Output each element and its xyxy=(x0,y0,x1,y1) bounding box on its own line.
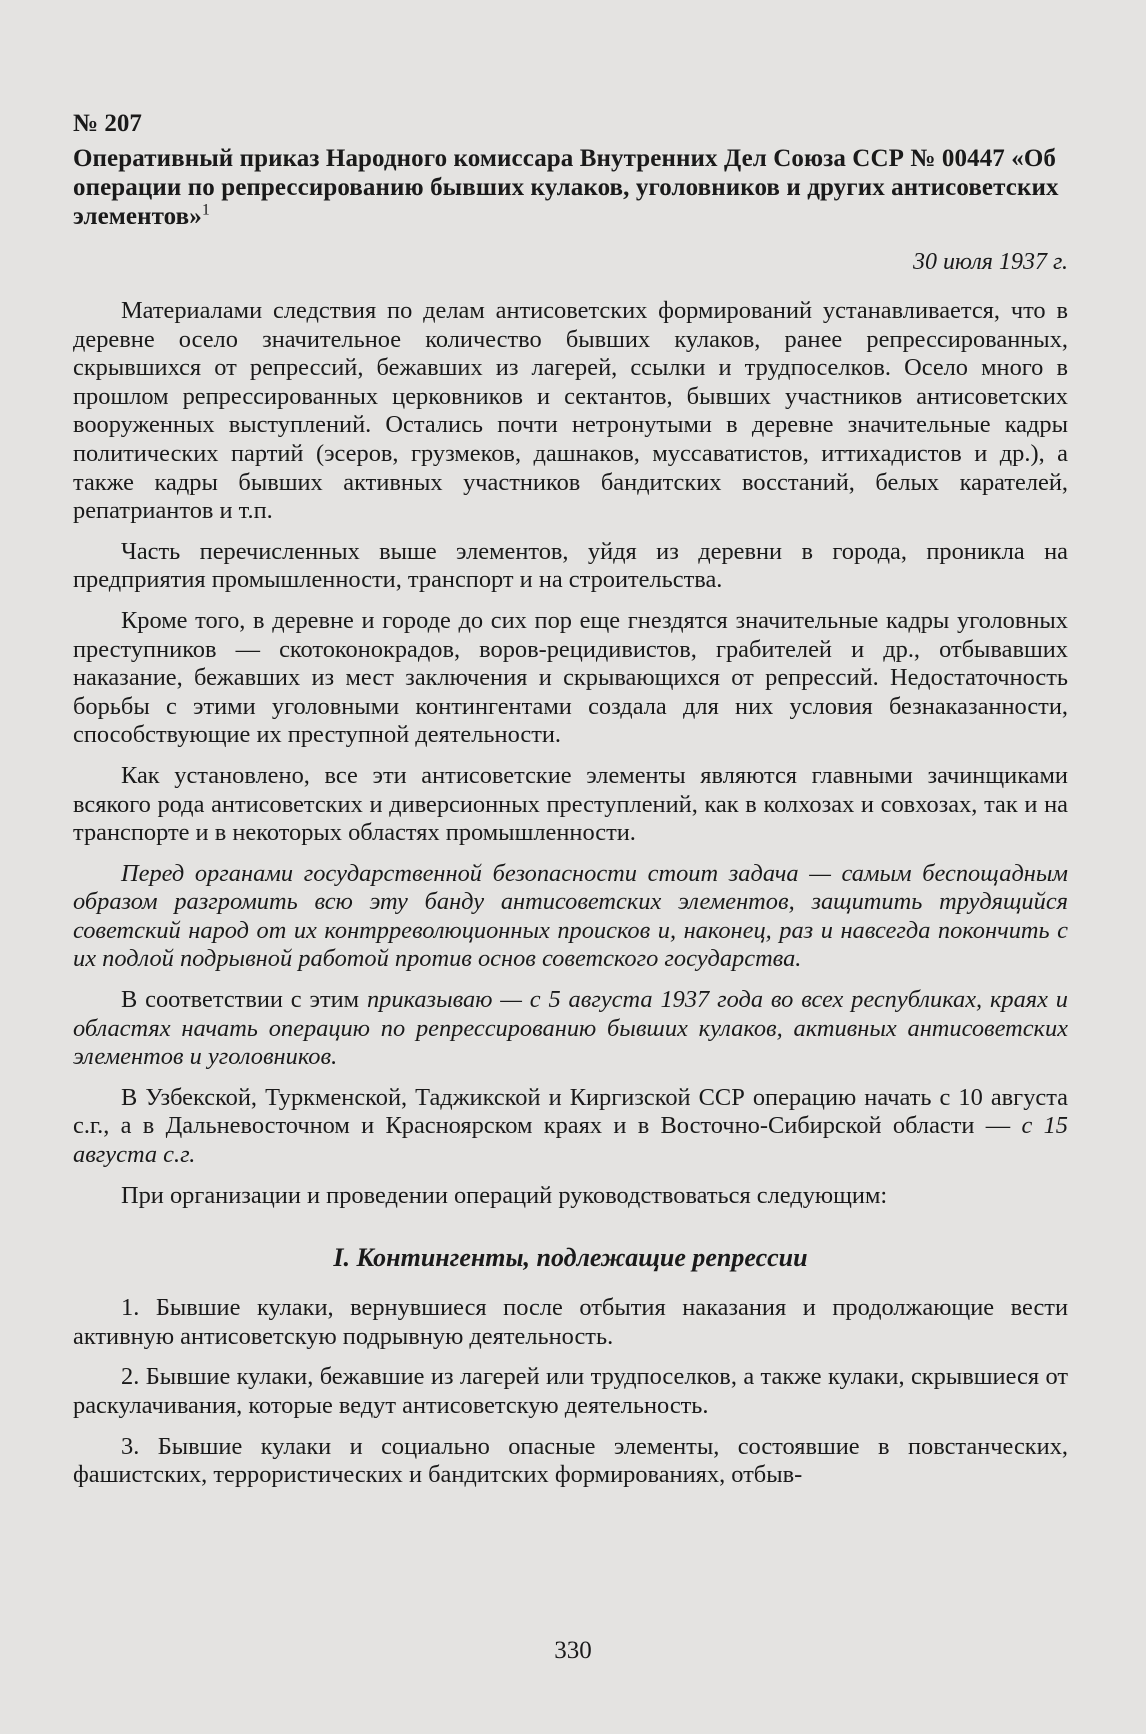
list-item: 2. Бывшие кулаки, бежавшие из лагерей или трудпоселков, а также кулаки, скрывшиеся от раскулачивания, которые ведут антисоветскую деятельность. xyxy=(73,1363,1068,1419)
page-number: 330 xyxy=(554,1637,592,1664)
regions-date: с 15 августа с.г. xyxy=(73,1112,1068,1169)
order-intro: В соответствии с этим xyxy=(121,986,367,1014)
list-item: 3. Бывшие кулаки и социально опасные элементы, состоявшие в повстанческих, фашистских, террористических и бандитских формированиях, отбыв- xyxy=(73,1432,1068,1489)
paragraph-1: Материалами следствия по делам антисоветских формирований устанавливается, что в деревне осело значительное количество бывших кулаков, ранее репрессированных, скрывшихся от репрессий, бежавших из лагерей, ссылки и трудпоселков. Осело много в прошлом репрессированных церковников и сектантов, бывших участников антисоветских вооруженных выступлений. Остались почти нетронутыми в деревне значительные кадры политических партий (эсеров, грузмеков, дашнаков, муссаватистов, иттихадистов и др.), а также кадры бывших активных участников бандитских восстаний, белых карателей, репатриантов и т.п. xyxy=(73,297,1068,525)
guidance-paragraph: При организации и проведении операций руководствоваться следующим: xyxy=(121,1181,888,1209)
paragraph-3: Кроме того, в деревне и городе до сих пор еще гнездятся значительные кадры уголовных преступников — скотоконокрадов, воров-рецидивистов, грабителей и др., отбывавших наказание, бежавших из мест заключения и скрывающихся от репрессий. Недостаточность борьбы с этими уголовными контингентами создала для них условия безнаказанности, способствующие их преступной деятельности. xyxy=(73,606,1068,749)
paragraph-5-task: Перед органами государственной безопасности стоит задача — самым беспощадным образом разгромить всю эту банду антисоветских элементов, защитить трудящийся советский народ от их контрреволюционных происков и, наконец, раз и навсегда покончить с их подлой подрывной работой против основ советского государства. xyxy=(73,859,1068,973)
page-text xyxy=(73,108,1068,1490)
order-paragraph xyxy=(73,986,1068,1072)
order-text: приказываю — с 5 августа 1937 года во всех республиках, краях и областях начать операцию по репрессированию бывших кулаков, активных антисоветских элементов и уголовников. xyxy=(73,986,1068,1071)
document-date: 30 июля 1937 г. xyxy=(913,249,1068,275)
list-item: 1. Бывшие кулаки, вернувшиеся после отбытия наказания и продолжающие вести активную антисоветскую подрывную деятельность. xyxy=(73,1294,1068,1350)
paragraph-4: Как установлено, все эти антисоветские элементы являются главными зачинщиками всякого рода антисоветских и диверсионных преступлений, как в колхозах и совхозах, так и на транспорте и в некоторых областях промышленности. xyxy=(73,761,1068,847)
section-heading: I. Контингенты, подлежащие репрессии xyxy=(333,1243,808,1273)
document-title xyxy=(73,144,1068,231)
document-title-text: Оперативный приказ Народного комиссара Внутренних Дел Союза ССР № 00447 «Об операции по репрессированию бывших кулаков, уголовников и других антисоветских элементов» xyxy=(73,145,1059,230)
regions-text: В Узбекской, Туркменской, Таджикской и Киргизской ССР операцию начать с 10 августа с.г., а в Дальневосточном и Красноярском краях и в Восточно-Сибирской области — xyxy=(73,1083,1068,1140)
document-number: № 207 xyxy=(73,110,142,137)
footnote-mark: 1 xyxy=(201,201,210,219)
paragraph-2: Часть перечисленных выше элементов, уйдя из деревни в города, проникла на предприятия промышленности, транспорт и на строительства. xyxy=(73,537,1068,594)
regions-paragraph xyxy=(73,1084,1068,1170)
